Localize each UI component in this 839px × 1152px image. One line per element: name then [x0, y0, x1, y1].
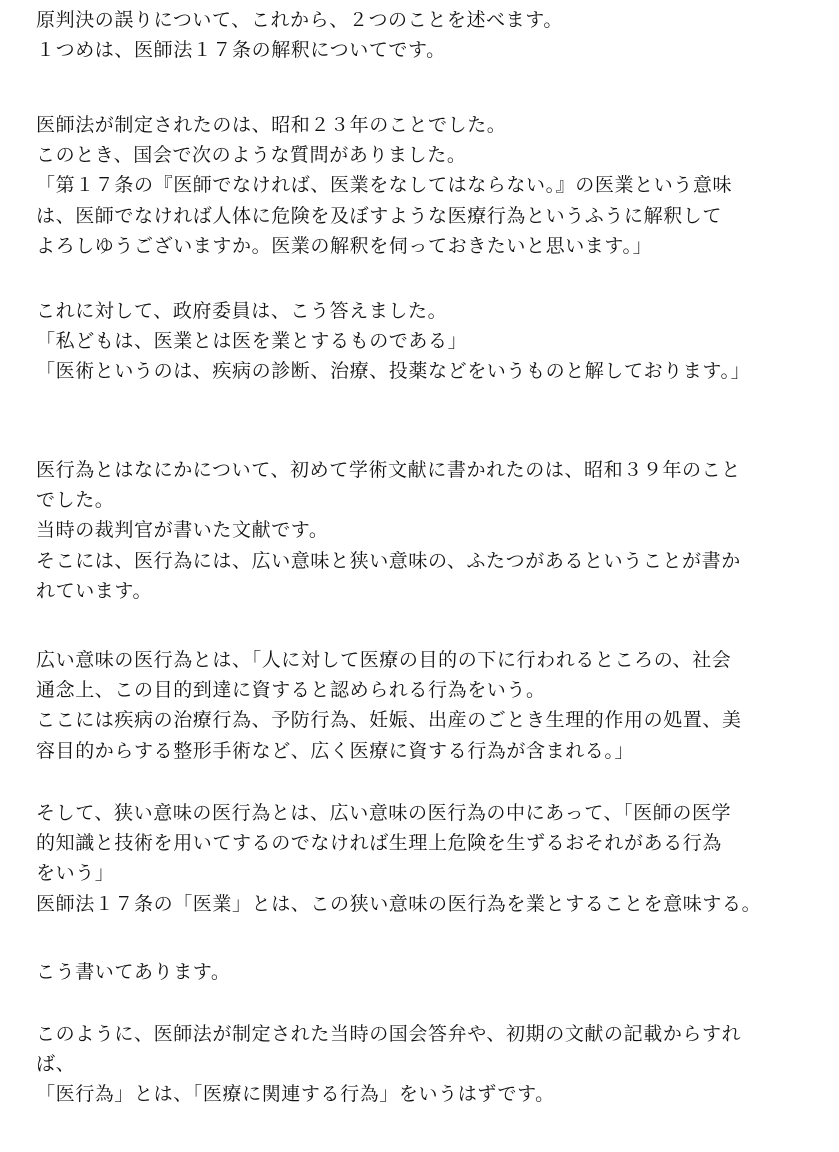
- paragraph-conclusion: [36, 1019, 816, 1110]
- text-line: 原判決の誤りについて、これから、２つのことを述べます。: [36, 9, 563, 31]
- text-line: 「医行為」とは、「医療に関連する行為」をいうはずです。: [36, 1083, 555, 1106]
- paragraph-government-answer: [36, 296, 816, 387]
- text-line: よろしゆうございますか。医業の解釈を伺っておきたいと思います。」: [36, 234, 653, 257]
- text-line: れています。: [36, 579, 153, 602]
- text-line: 当時の裁判官が書いた文献です。: [36, 519, 329, 542]
- text-line: でした。: [36, 489, 115, 512]
- paragraph-diet-question: [36, 110, 816, 261]
- text-line: は、医師でなければ人体に危険を及ぼすような医療行為というふうに解釈して: [36, 204, 723, 227]
- paragraph-intro: [36, 5, 816, 65]
- text-line: ここには疾病の治療行為、予防行為、妊娠、出産のごとき生理的作用の処置、美: [36, 709, 742, 732]
- text-line: １つめは、医師法１７条の解釈についてです。: [36, 39, 446, 62]
- text-line: こう書いてあります。: [36, 961, 231, 983]
- text-line: をいう」: [36, 862, 115, 885]
- text-line: 容目的からする整形手術など、広く医療に資する行為が含まれる。」: [36, 739, 635, 762]
- text-line: 「第１７条の『医師でなければ、医業をなしてはならない。』の医業という意味: [36, 174, 733, 197]
- text-line: 「医術というのは、疾病の診断、治療、投薬などをいうものと解しております。」: [36, 360, 751, 383]
- text-line: 医師法が制定されたのは、昭和２３年のことでした。: [36, 114, 507, 136]
- text-line: 医師法１７条の「医業」とは、この狭い意味の医行為を業とすることを意味する。: [36, 892, 762, 915]
- text-line: そして、狭い意味の医行為とは、広い意味の医行為の中にあって、「医師の医学: [36, 802, 732, 824]
- text-line: 「私どもは、医業とは医を業とするものである」: [36, 330, 468, 353]
- text-line: これに対して、政府委員は、こう答えました。: [36, 300, 448, 322]
- text-line: 医行為とはなにかについて、初めて学術文献に書かれたのは、昭和３９年のこと: [36, 459, 741, 481]
- text-line: 的知識と技術を用いてするのでなければ生理上危険を生ずるおそれがある行為: [36, 832, 723, 855]
- text-line: そこには、医行為には、広い意味と狭い意味の、ふたつがあるということが書か: [36, 549, 741, 572]
- paragraph-broad-meaning: [36, 645, 816, 766]
- text-line: このとき、国会で次のような質問がありました。: [36, 144, 467, 167]
- text-line: ば、: [36, 1053, 76, 1076]
- text-line: このように、医師法が制定された当時の国会答弁や、初期の文献の記載からすれ: [36, 1023, 742, 1045]
- paragraph-academic-literature: [36, 455, 816, 606]
- text-line: 広い意味の医行為とは、「人に対して医療の目的の下に行われるところの、社会: [36, 649, 732, 671]
- paragraph-narrow-meaning: [36, 798, 816, 919]
- paragraph-statement: [36, 957, 816, 987]
- text-line: 通念上、この目的到達に資すると認められる行為をいう。: [36, 679, 546, 702]
